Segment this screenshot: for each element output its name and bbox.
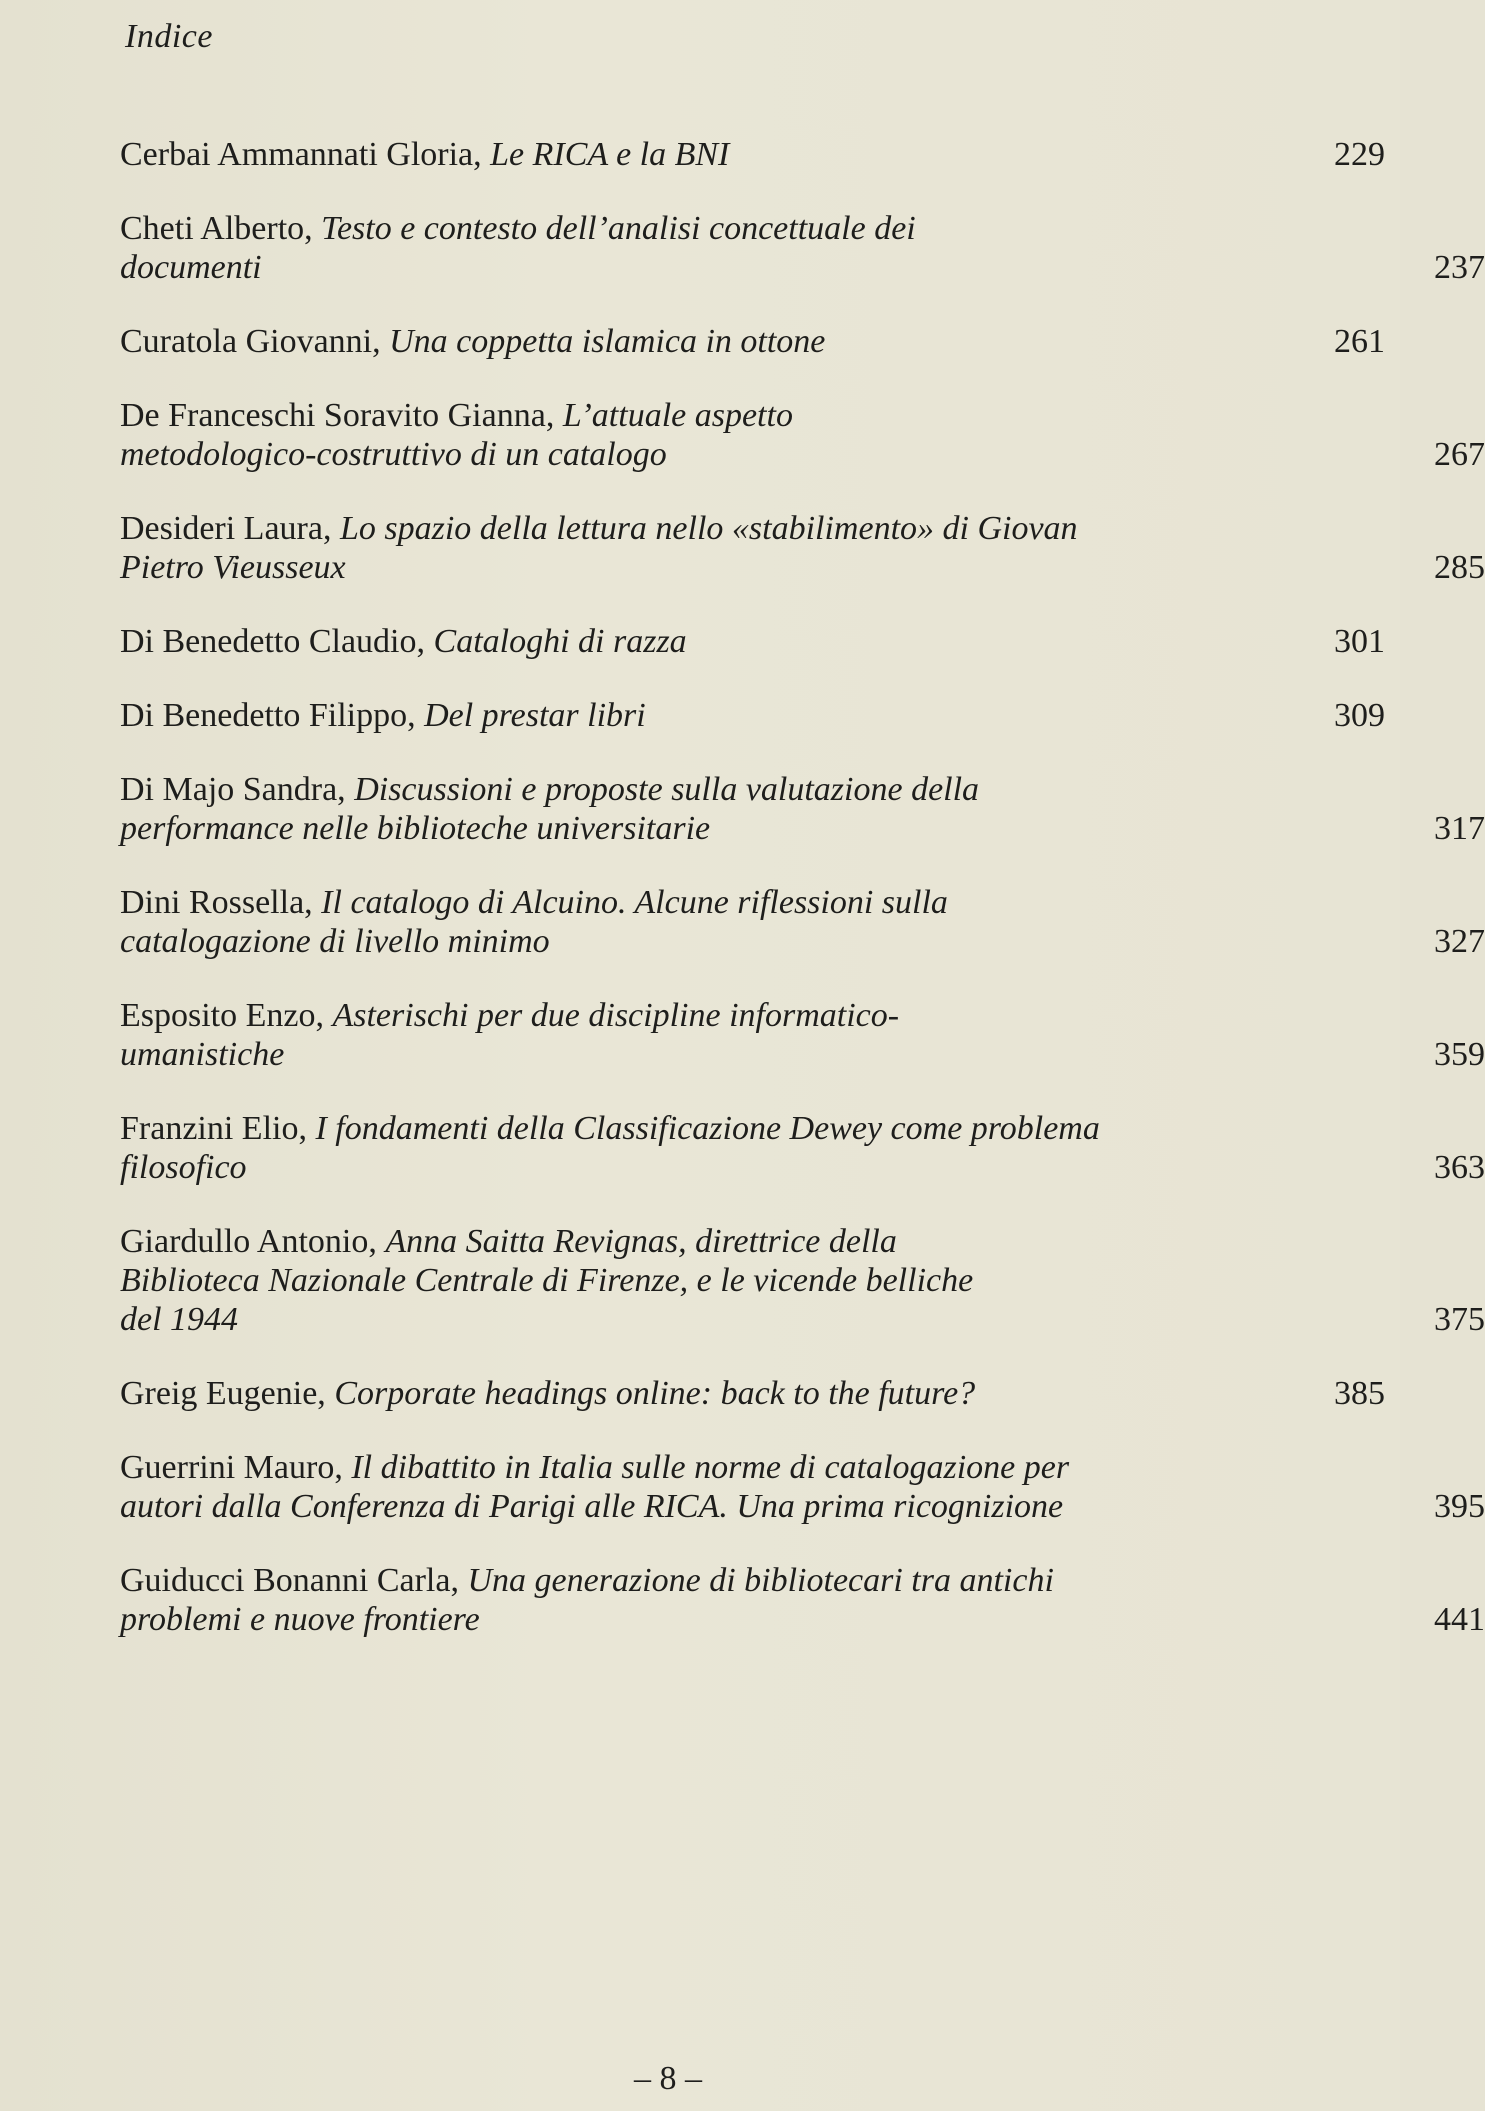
entry-page-number: 327 [1434, 923, 1485, 960]
entry-title: I fondamenti della Classificazione Dewey come problema filosofico [120, 1110, 1100, 1186]
toc-entry [120, 209, 1485, 287]
entry-author: Greig Eugenie, [120, 1375, 326, 1412]
entry-title: Asterischi per due discipline informatico-umanistiche [120, 997, 900, 1073]
entry-author: Desideri Laura, [120, 510, 332, 547]
table-of-contents [120, 135, 1485, 1674]
toc-entry [120, 622, 1385, 661]
entry-title: Testo e contesto dell’analisi concettuale dei documenti [120, 210, 916, 286]
page-footer [0, 2060, 1400, 2098]
entry-page-number: 261 [1334, 323, 1385, 360]
running-header: Indice [125, 18, 213, 55]
toc-entry [120, 1448, 1485, 1526]
toc-entry [120, 1561, 1485, 1639]
toc-entry [120, 1222, 1485, 1339]
entry-title: Una coppetta islamica in ottone [389, 323, 826, 360]
entry-page-number: 441 [1434, 1601, 1485, 1638]
entry-author: Di Benedetto Filippo, [120, 697, 416, 734]
entry-title: Il dibattito in Italia sulle norme di catalogazione per autori dalla Conferenza di Parigi alle RICA. Una prima ricognizione [120, 1449, 1070, 1525]
entry-author: Cheti Alberto, [120, 210, 313, 247]
entry-title: Lo spazio della lettura nello «stabilimento» di Giovan Pietro Vieusseux [120, 510, 1078, 586]
toc-entry [120, 322, 1385, 361]
page-number: – 8 – [634, 2060, 702, 2097]
entry-author: Esposito Enzo, [120, 997, 324, 1034]
entry-author: Franzini Elio, [120, 1110, 307, 1147]
entry-author: Guiducci Bonanni Carla, [120, 1562, 459, 1599]
entry-title: Una generazione di bibliotecari tra antichi problemi e nuove frontiere [120, 1562, 1054, 1638]
entry-page-number: 301 [1334, 623, 1385, 660]
toc-entry [120, 509, 1485, 587]
entry-author: Giardullo Antonio, [120, 1223, 377, 1260]
toc-entry [120, 996, 1485, 1074]
entry-page-number: 309 [1334, 697, 1385, 734]
entry-title: Cataloghi di razza [433, 623, 687, 660]
entry-title: Discussioni e proposte sulla valutazione della performance nelle biblioteche universitarie [120, 771, 980, 847]
entry-page-number: 317 [1434, 810, 1485, 847]
entry-page-number: 385 [1334, 1375, 1385, 1412]
entry-author: Dini Rossella, [120, 884, 313, 921]
toc-entry [120, 696, 1385, 735]
toc-entry [120, 1374, 1385, 1413]
entry-page-number: 229 [1334, 136, 1385, 173]
toc-entry [120, 1109, 1485, 1187]
entry-title: Le RICA e la BNI [490, 136, 730, 173]
entry-author: Curatola Giovanni, [120, 323, 381, 360]
entry-title: Anna Saitta Revignas, direttrice della Biblioteca Nazionale Centrale di Firenze, e le vicende belliche del 1944 [120, 1223, 974, 1338]
entry-title: L’attuale aspetto metodologico-costruttivo di un catalogo [120, 397, 793, 473]
entry-page-number: 267 [1434, 436, 1485, 473]
entry-page-number: 237 [1434, 249, 1485, 286]
entry-page-number: 395 [1434, 1488, 1485, 1525]
entry-author: Cerbai Ammannati Gloria, [120, 136, 482, 173]
toc-entry [120, 770, 1485, 848]
toc-entry [120, 396, 1485, 474]
toc-entry [120, 883, 1485, 961]
entry-page-number: 363 [1434, 1149, 1485, 1186]
entry-author: Di Majo Sandra, [120, 771, 346, 808]
entry-title: Corporate headings online: back to the future? [334, 1375, 976, 1412]
entry-title: Del prestar libri [424, 697, 646, 734]
entry-author: Di Benedetto Claudio, [120, 623, 426, 660]
entry-title: Il catalogo di Alcuino. Alcune riflessioni sulla catalogazione di livello minimo [120, 884, 948, 960]
entry-page-number: 285 [1434, 549, 1485, 586]
entry-author: Guerrini Mauro, [120, 1449, 343, 1486]
entry-page-number: 359 [1434, 1036, 1485, 1073]
entry-page-number: 375 [1434, 1301, 1485, 1338]
entry-author: De Franceschi Soravito Gianna, [120, 397, 555, 434]
toc-entry [120, 135, 1385, 174]
